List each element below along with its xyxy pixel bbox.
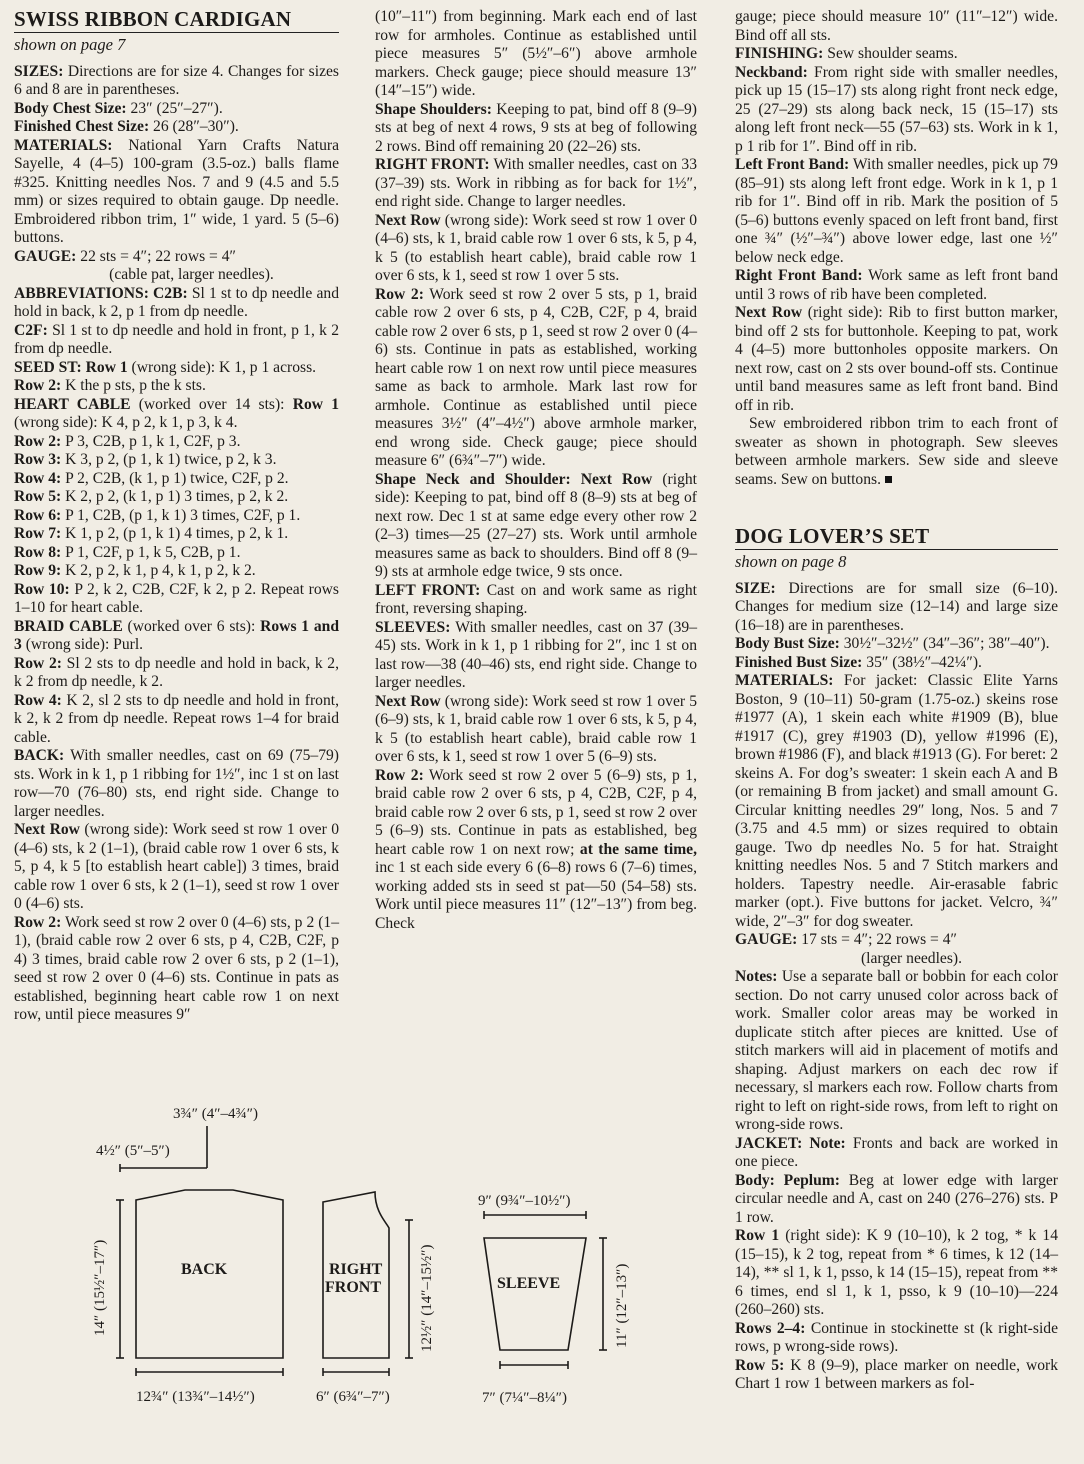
- right-front-label-1: RIGHT: [329, 1261, 383, 1278]
- right-front-row-2: Row 2: Work seed st row 2 over 5 sts, p 1, braid cable row 2 over 6 sts, p 4, C2B, C2F, p 4, braid cable row 2 over 6 sts, p 1, seed st row 2 over 0 (4–6) sts. Continue in pats as established, working heart cable row 1 on next row until piece measures same as back to armhole. Mark last row for armhole. Continue as established until piece measures 3½″ (4″–4½″) above armhole marker, end wrong side. Check gauge; piece should measure 6″ (6¾″–7″) wide.: [375, 285, 697, 469]
- back-row-2: Row 2: Work seed st row 2 over 0 (4–6) sts, p 2 (1–1), (braid cable row 2 over 6 sts, p 4, C2B, C2F, p 4) 3 times, braid cable row 2 over 6 sts, p 2 (1–1), seed st row 2 over 0 (4–6) sts. Continue in pats as established, beginning heart cable row 1 on next row, until piece measures 9″: [14, 913, 339, 1023]
- peplum-row-5: Row 5: K 8 (9–9), place marker on needle, work Chart 1 row 1 between markers as fol-: [735, 1356, 1058, 1392]
- body-chest-para: Body Chest Size: 23″ (25″–27″).: [14, 99, 223, 117]
- shape-neck-para: Shape Neck and Shoulder: Next Row (right side): Keeping to pat, bind off 8 (8–9) sts at beg of next row. Dec 1 st at same edge every other row 2 (2–3) times—25 (27–27) sts. Work until armhole measures same as back to shoulders. Bind off 8 (9–9) sts at armhole edge twice, 9 sts once.: [375, 470, 697, 580]
- right-front-next-row: Next Row (wrong side): Work seed st row 1 over 0 (4–6) sts, k 1, braid cable row 1 over 6 sts, k 5, p 4, k 5 (to establish heart cable), braid cable row 1 over 6 sts, k 1, seed st row 1 over 5 sts.: [375, 211, 698, 284]
- neckband-para: Neckband: From right side with smaller needles, pick up 15 (15–17) sts along right front neck edge, 25 (27–29) sts along back neck, 15 (15–17) sts along left front neck—55 (57–63) sts. Work in k 1, p 1 rib for 1″. Bind off in rib.: [735, 63, 1058, 155]
- gauge-note: (cable pat, larger needles).: [109, 266, 274, 283]
- sleeve-outline: [484, 1238, 586, 1350]
- dog-title: DOG LOVER’S SET: [735, 525, 1058, 550]
- heart-row-5: Row 5: K 2, p 2, (k 1, p 1) 3 times, p 2, k 2.: [14, 488, 289, 505]
- dog-gauge-para: GAUGE: 17 sts = 4″; 22 rows = 4″: [735, 931, 958, 948]
- heart-row-7: Row 7: K 1, p 2, (p 1, k 1) 4 times, p 2, k 1.: [14, 525, 289, 542]
- right-front-band-para: Right Front Band: Work same as left front band until 3 rows of rib have been completed.: [735, 267, 1058, 303]
- sleeves-next-row: Next Row (wrong side): Work seed st row 1 over 5 (6–9) sts, k 1, braid cable row 1 over 6 sts, k 5, p 4, k 5 (to establish heart cable), braid cable row 1 over 6 sts, k 1, seed st row 1 over 5 (6–9) sts.: [375, 692, 698, 765]
- braid-row-4: Row 4: K 2, sl 2 sts to dp needle and hold in front, k 2, k 2 from dp needle. Repeat rows 1–4 for braid cable.: [14, 691, 339, 746]
- finished-chest-para: Finished Chest Size: 26 (28″–30″).: [14, 118, 239, 135]
- gauge-para: GAUGE: 22 sts = 4″; 22 rows = 4″: [14, 247, 237, 265]
- swiss-shown-on: shown on page 7: [14, 35, 126, 54]
- finishing-para: FINISHING: Sew shoulder seams.: [735, 45, 958, 62]
- right-front-label-2: FRONT: [325, 1279, 381, 1296]
- shape-shoulders-para: Shape Shoulders: Keeping to pat, bind off 8 (9–9) sts at beg of next 4 rows, 9 sts at beg of following 2 rows. Bind off remaining 20 (22–26) sts.: [375, 100, 697, 155]
- heart-row-9: Row 9: K 2, p 2, k 1, p 4, k 1, p 2, k 2.: [14, 562, 256, 579]
- sleeve-top-dim: 9″ (9¾″–10½″): [478, 1193, 571, 1209]
- dog-notes-para: Notes: Use a separate ball or bobbin for each color section. Do not carry unused color across back of work. Smaller color areas may be worked in duplicate stitch after pieces are knitted. Use of stitch markers will aid in placement of motifs and shaping. Adjust markers on each dec row if necessary, sl markers each row. Follow charts from right to left on right-side rows, from left to right on wrong-side rows.: [735, 968, 1058, 1133]
- right-front-para: RIGHT FRONT: With smaller needles, cast on 33 (37–39) sts. Work in ribbing as for back for 1½″, end right side. Change to larger needles.: [375, 156, 697, 210]
- back-para: BACK: With smaller needles, cast on 69 (75–79) sts. Work in k 1, p 1 ribbing for 1½″, inc 1 st on last row—70 (76–80) sts, end right side. Change to larger needles.: [14, 747, 339, 820]
- sleeve-label: SLEEVE: [497, 1275, 561, 1292]
- back-height-dim: 14″ (15½″–17″): [92, 1239, 108, 1336]
- dog-gauge-note: (larger needles).: [860, 949, 963, 967]
- seed-row2-para: Row 2: K the p sts, p the k sts.: [14, 377, 206, 394]
- left-front-band-para: Left Front Band: With smaller needles, pick up 79 (85–91) sts along left front edge. Work in k 1, p 1 rib for 1″. Bind off in rib. Mark the position of 5 (5–6) buttons evenly spaced on left front band, first one ¾″ (½″–¾″) above lower edge, last one ½″ below neck edge.: [735, 156, 1058, 266]
- peplum-rows-2-4: Rows 2–4: Continue in stockinette st (k right-side rows, p wrong-side rows).: [735, 1319, 1058, 1355]
- materials-para: MATERIALS: National Yarn Crafts Natura Sayelle, 4 (4–5) 100-gram (3.5-oz.) balls flame #325. Knitting needles Nos. 7 and 9 (4.5 and 5.5 mm) or sizes required to obtain gauge. Dp needle. Embroidered ribbon trim, 1″ wide, 1 yard. 5 (5–6) buttons.: [14, 136, 339, 246]
- heart-row-2: Row 2: P 3, C2B, p 1, k 1, C2F, p 3.: [14, 432, 241, 450]
- back-top-dim: 3¾″ (4″–4¾″): [173, 1106, 258, 1122]
- dog-bust-para: Body Bust Size: 30½″–32½″ (34″–36″; 38″–40″).: [735, 635, 1050, 652]
- heart-row-3: Row 3: K 3, p 2, (p 1, k 1) twice, p 2, k 3.: [14, 451, 277, 468]
- back-width-dim: 12¾″ (13¾″–14½″): [136, 1389, 255, 1405]
- swiss-title: SWISS RIBBON CARDIGAN: [14, 8, 339, 33]
- dog-finished-bust-para: Finished Bust Size: 35″ (38½″–42¼″).: [735, 653, 982, 671]
- sew-para: Sew embroidered ribbon trim to each front of sweater as shown in photograph. Sew sleeves between armhole markers. Sew side and sleeve seams. Sew on buttons.: [735, 415, 1058, 488]
- peplum-para: Body: Peplum: Beg at lower edge with larger circular needle and A, cast on 240 (276–276) sts. P 1 row.: [735, 1171, 1058, 1226]
- heart-row-8: Row 8: P 1, C2F, p 1, k 5, C2B, p 1.: [14, 543, 241, 561]
- peplum-row-1: Row 1 (right side): K 9 (10–10), k 2 tog, * k 14 (15–15), k 2 tog, repeat from * 6 times, k 12 (14–14), ** sl 1, k 1, psso, k 14 (15–15), repeat from ** 6 times, end sl 1, k 1, psso, k 9 (10–10)—224 (260–260) sts.: [735, 1227, 1058, 1318]
- jacket-note-para: JACKET: Note: Fronts and back are worked in one piece.: [735, 1134, 1058, 1170]
- sleeves-para: SLEEVES: With smaller needles, cast on 37 (39–45) sts. Work in k 1, p 1 ribbing for 2″, inc 1 st on last row—38 (40–46) sts, end right side. Change to larger needles.: [375, 618, 697, 691]
- heart-row-6: Row 6: P 1, C2B, (p 1, k 1) 3 times, C2F, p 1.: [14, 506, 301, 524]
- right-front-width-dim: 6″ (6¾″–7″): [316, 1389, 390, 1405]
- left-front-para: LEFT FRONT: Cast on and work same as right front, reversing shaping.: [375, 581, 697, 617]
- right-front-height-dim: 12½″ (14″–15½″): [419, 1244, 435, 1352]
- seed-st-para: SEED ST: Row 1 (wrong side): K 1, p 1 across.: [14, 358, 317, 376]
- back-next-row: Next Row (wrong side): Work seed st row 1 over 0 (4–6) sts, k 2 (1–1), (braid cable row 1 over 6 sts, k 5, p 4, k 5 [to establish heart cable]) 3 times, braid cable row 1 over 6 sts, k 2 (1–1), seed st row 1 over 0 (4–6) sts.: [14, 821, 340, 912]
- c2f-para: C2F: Sl 1 st to dp needle and hold in front, p 1, k 2 from dp needle.: [14, 321, 339, 357]
- braid-cable-para: BRAID CABLE (worked over 6 sts): Rows 1 and 3 (wrong side): Purl.: [14, 617, 340, 653]
- right-front-band-next-row: Next Row (right side): Rib to first button marker, bind off 2 sts for buttonhole. Keeping to pat, work 4 (4–5) more buttonholes opposite markers. On next row, cast on 2 sts over bound-off sts. Continue until band measures same as left front band. Bind off in rib.: [735, 304, 1059, 414]
- back-shoulder-dim: 4½″ (5″–5″): [96, 1143, 170, 1159]
- sleeves-continued: gauge; piece should measure 10″ (11″–12″) wide. Bind off all sts.: [735, 8, 1058, 44]
- sleeves-row-2: Row 2: Work seed st row 2 over 5 (6–9) sts, p 1, braid cable row 2 over 6 sts, p 4, C2B, C2F, p 4, braid cable row 2 over 6 sts, p 1, seed st row 2 over 5 (6–9) sts. Continue in pats as established, beg heart cable row 1 on next row; at the same time, inc 1 st each side every 6 (6–8) rows 6 (7–6) times, working added sts in seed st pat—50 (54–58) sts. Work until piece measures 11″ (12″–13″) from beg. Check: [375, 766, 697, 932]
- sleeve-width-dim: 7″ (7¼″–8¼″): [482, 1390, 567, 1406]
- sizes-para: SIZES: Directions are for size 4. Changes for sizes 6 and 8 are in parentheses.: [14, 62, 339, 98]
- braid-row-2: Row 2: Sl 2 sts to dp needle and hold in back, k 2, k 2 from dp needle, k 2.: [14, 654, 339, 690]
- heart-row-10: Row 10: P 2, k 2, C2B, C2F, k 2, p 2. Repeat rows 1–10 for heart cable.: [14, 580, 339, 616]
- sleeve-height-dim: 11″ (12″–13″): [614, 1263, 630, 1348]
- back-label: BACK: [181, 1261, 228, 1278]
- dog-materials-para: MATERIALS: For jacket: Classic Elite Yarns Boston, 9 (10–11) 50-gram (1.75-oz.) skeins rose #1977 (A), 1 skein each white #1909 (B), blue #1917 (C), grey #1903 (D), yellow #1996 (E), brown #1986 (F), and black #1913 (G). For beret: 2 skeins A. For dog’s sweater: 1 skein each A and B (or remaining B from jacket) and small amount G. Circular knitting needles 29″ long, Nos. 5 and 7 (3.75 and 4.5 mm) or sizes required to obtain gauge. Two dp needles No. 5 for hat. Straight knitting needles Nos. 5 and 7 Stitch markers and holders. Tapestry needle. Air-erasable fabric marker (opt.). Five buttons for jacket. Velcro, ¾″ wide, 2″–3″ for dog sweater.: [735, 672, 1058, 930]
- dog-shown-on: shown on page 8: [735, 552, 847, 571]
- heart-row-4: Row 4: P 2, C2B, (k 1, p 1) twice, C2F, p 2.: [14, 469, 289, 487]
- heart-cable-para: HEART CABLE (worked over 14 sts): Row 1 (wrong side): K 4, p 2, k 1, p 3, k 4.: [14, 395, 340, 431]
- back-continued: (10″–11″) from beginning. Mark each end of last row for armholes. Continue as established until piece measures 5″ (5½″–6″) above armhole markers. Check gauge; piece should measure 13″ (14″–15″) wide.: [375, 8, 697, 99]
- dog-size-para: SIZE: Directions are for small size (6–10). Changes for medium size (12–14) and large size (16–18) are in parentheses.: [735, 579, 1058, 634]
- abbreviations-para: ABBREVIATIONS: C2B: Sl 1 st to dp needle and hold in back, k 2, p 1 from dp needle.: [14, 284, 339, 320]
